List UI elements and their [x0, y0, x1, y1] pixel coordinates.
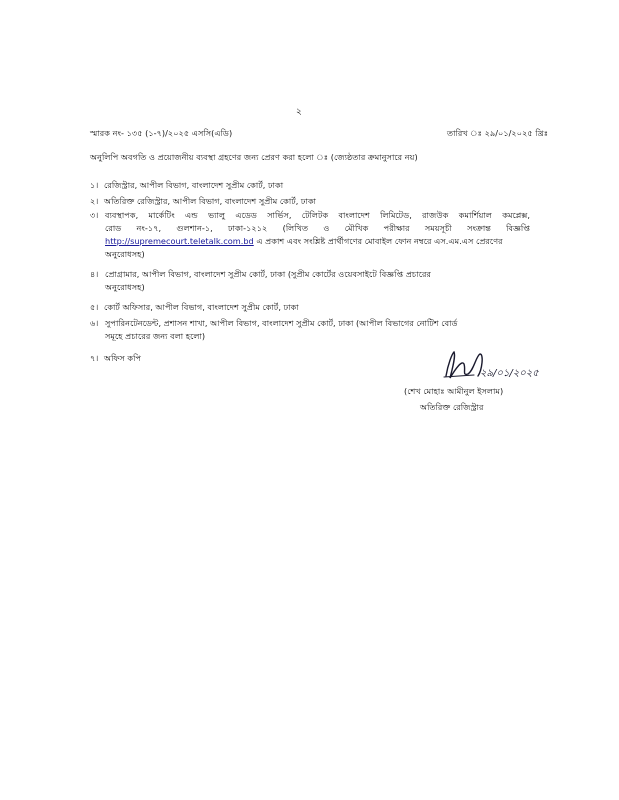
- item-text-line: রোড নং-১৭, গুলশান-১, ঢাকা-১২১২ (লিখিত ও মৌখিক পরীক্ষার সময়সূচী সংক্রান্ত বিজ্ঞপ্তি: [105, 223, 530, 233]
- signatory-name: (শেখ মোহাঃ আমীনুল ইসলাম): [404, 386, 504, 396]
- item-text: কোর্ট অফিসার, আপীল বিভাগ, বাংলাদেশ সুপ্রীম কোর্ট, ঢাকা: [104, 302, 299, 312]
- handwritten-date: ২৯/০১/২০২৫: [480, 368, 539, 379]
- item-number: ৩।: [90, 210, 99, 220]
- item-number: ৫।: [90, 302, 99, 312]
- distribution-intro: অনুলিপি অবগতি ও প্রয়োজনীয় ব্যবস্থা গ্রহণের জন্য প্রেরণ করা হলো ঃ (জ্যেষ্ঠতার ক্রমানুসারে নয়): [90, 152, 418, 162]
- item-text-rest: এ প্রকাশ এবং সংশ্লিষ্ট প্রার্থীগণের মোবাইল ফোন নম্বরে এস.এম.এস প্রেরণের: [253, 236, 503, 246]
- distribution-item-2: [90, 195, 530, 208]
- signatory-title: অতিরিক্ত রেজিস্ট্রার: [420, 402, 484, 412]
- distribution-item-4: [90, 268, 530, 294]
- item-number: ১।: [90, 180, 99, 190]
- item-text-line: ব্যবস্থাপক, মার্কেটিং এন্ড ভ্যালু এডেড সার্ভিস, টেলিটক বাংলাদেশ লিমিটেড, রাজউক কমার্শিয়াল কমপ্লেক্স,: [105, 210, 530, 220]
- item-text-line: অনুরোধসহ): [105, 282, 145, 292]
- memo-reference: স্মারক নং- ১৩৫ (১-৭)/২০২৫ এসসি(এডি): [90, 128, 233, 138]
- item-text-line: অনুরোধসহ): [105, 249, 145, 259]
- memo-date: তারিখ ঃ ২৯/০১/২০২৫ খ্রিঃ: [447, 128, 549, 138]
- item-number: ২।: [90, 196, 99, 206]
- item-text: অফিস কপি: [104, 353, 142, 363]
- distribution-item-1: [90, 179, 530, 192]
- item-text-line: প্রোগ্রামার, আপীল বিভাগ, বাংলাদেশ সুপ্রীম কোর্ট, ঢাকা (সুপ্রীম কোর্টের ওয়েবসাইটে বিজ্ঞপ্তি প্রচারের: [105, 269, 432, 279]
- item-text: রেজিস্ট্রার, আপীল বিভাগ, বাংলাদেশ সুপ্রীম কোর্ট, ঢাকা: [104, 180, 284, 190]
- item-text-line: সুপারিনটেনডেন্ট, প্রশাসন শাখা, আপীল বিভাগ, বাংলাদেশ সুপ্রীম কোর্ট, ঢাকা (আপীল বিভাগের নোটিশ বোর্ড: [105, 318, 458, 328]
- distribution-item-5: [90, 301, 530, 314]
- item-text: অতিরিক্ত রেজিস্ট্রার, আপীল বিভাগ, বাংলাদেশ সুপ্রীম কোর্ট, ঢাকা: [104, 196, 317, 206]
- item-text-line: সমূহে প্রচারের জন্য বলা হলো): [105, 331, 206, 341]
- distribution-item-6: [90, 317, 530, 343]
- handwritten-signature: [440, 346, 550, 386]
- item-text-line: [90, 235, 530, 248]
- item-number: ৬।: [90, 318, 99, 328]
- teletalk-link[interactable]: http://supremecourt.teletalk.com.bd: [105, 236, 254, 246]
- distribution-item-3: [90, 209, 530, 261]
- item-number: ৭।: [90, 353, 99, 363]
- page-number: ২: [296, 107, 302, 117]
- item-number: ৪।: [90, 269, 99, 279]
